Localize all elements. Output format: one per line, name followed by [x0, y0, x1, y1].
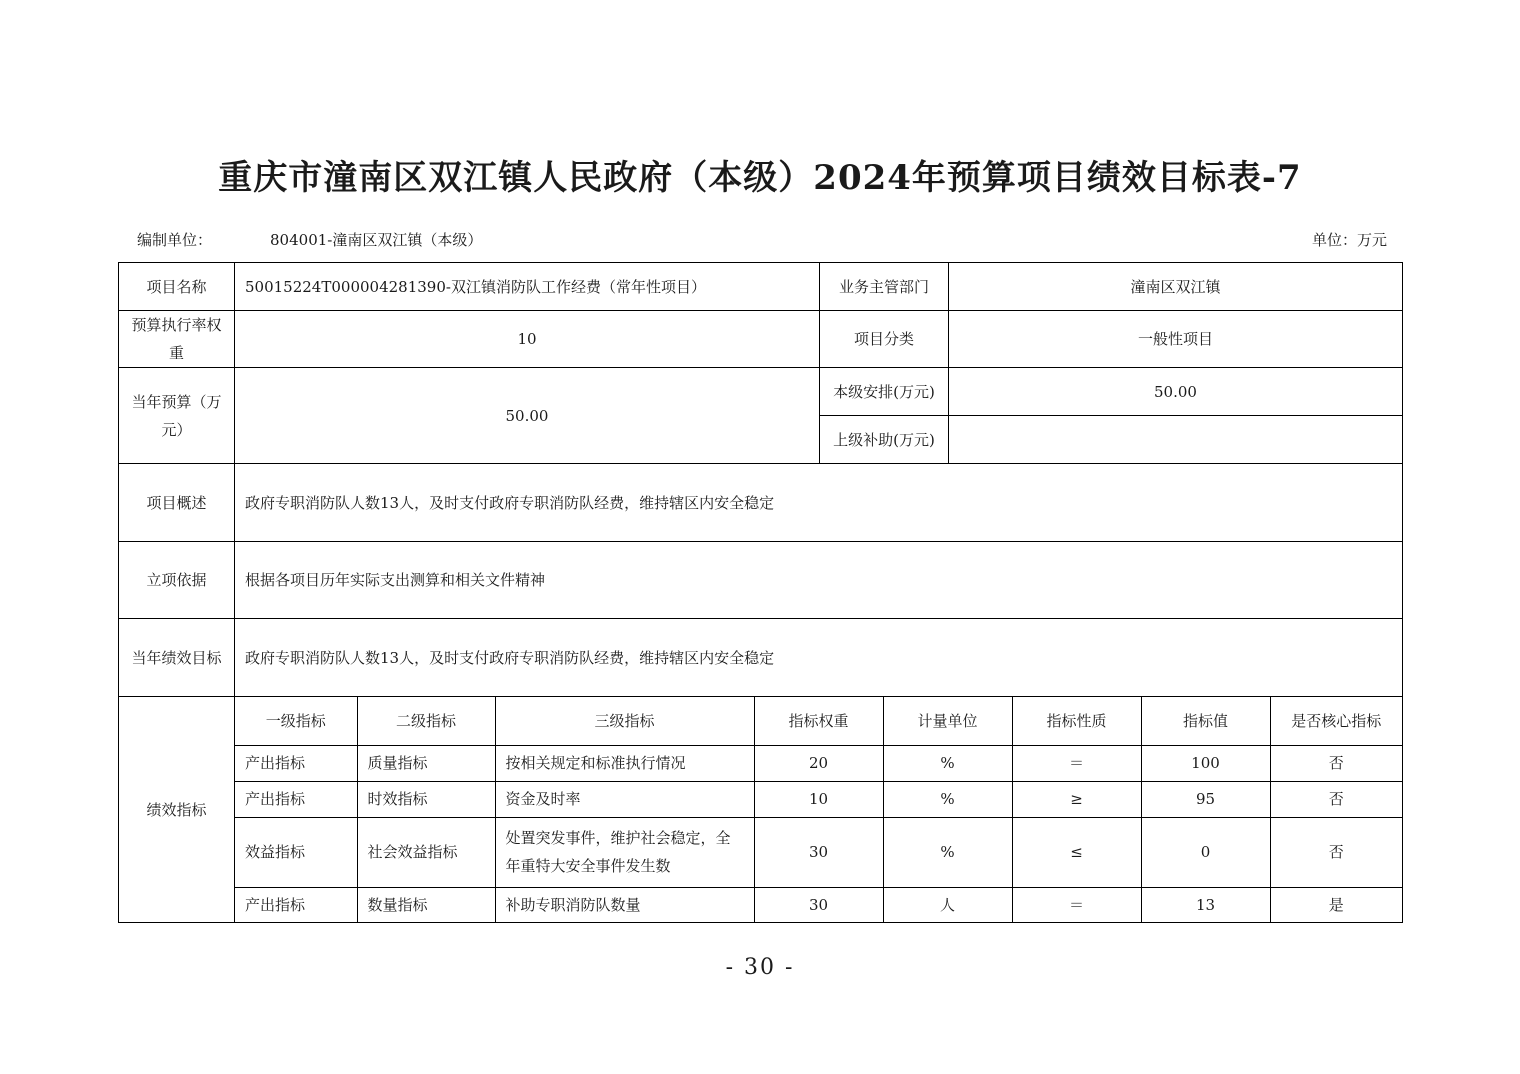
row-level2: 社会效益指标 [357, 817, 495, 887]
basis-value: 根据各项目历年实际支出测算和相关文件精神 [235, 542, 1403, 619]
row-value: 13 [1141, 887, 1270, 922]
row-level3: 补助专职消防队数量 [495, 887, 754, 922]
header-level3: 三级指标 [495, 697, 754, 745]
row-unit: % [883, 745, 1012, 781]
project-name-value: 50015224T000004281390-双江镇消防队工作经费（常年性项目） [235, 263, 820, 311]
page-number: - 30 - [725, 955, 795, 980]
row-nature: ≤ [1012, 817, 1141, 887]
superior-subsidy-value [949, 416, 1403, 464]
row-core: 否 [1270, 817, 1402, 887]
overview-label: 项目概述 [119, 464, 235, 542]
row-level2: 数量指标 [357, 887, 495, 922]
budget-label: 当年预算（万元） [119, 368, 235, 464]
row-value: 0 [1141, 817, 1270, 887]
header-value: 指标值 [1141, 697, 1270, 745]
page-title: 重庆市潼南区双江镇人民政府（本级）2024年预算项目绩效目标表-7 [218, 158, 1302, 198]
local-funding-label: 本级安排(万元) [820, 368, 949, 416]
row-weight: 20 [754, 745, 883, 781]
row-level1: 产出指标 [235, 781, 357, 817]
row-level1: 产出指标 [235, 745, 357, 781]
currency-unit: 单位：万元 [1312, 231, 1388, 249]
header-level2: 二级指标 [357, 697, 495, 745]
goal-value: 政府专职消防队人数13人，及时支付政府专职消防队经费，维持辖区内安全稳定 [235, 619, 1403, 697]
goal-label: 当年绩效目标 [119, 619, 235, 697]
compiling-unit [137, 229, 482, 250]
dept-value: 潼南区双江镇 [949, 263, 1403, 311]
budget-value: 50.00 [235, 368, 820, 464]
superior-subsidy-label: 上级补助(万元) [820, 416, 949, 464]
table-row [235, 817, 1402, 887]
row-level3: 按相关规定和标准执行情况 [495, 745, 754, 781]
row-level2: 质量指标 [357, 745, 495, 781]
local-funding-value: 50.00 [949, 368, 1403, 416]
category-value: 一般性项目 [949, 311, 1403, 368]
project-name-label: 项目名称 [119, 263, 235, 311]
row-nature: ＝ [1012, 887, 1141, 922]
row-weight: 30 [754, 887, 883, 922]
table-row [235, 745, 1402, 781]
row-value: 95 [1141, 781, 1270, 817]
category-label: 项目分类 [820, 311, 949, 368]
indicators-header-row [235, 697, 1402, 745]
row-core: 是 [1270, 887, 1402, 922]
table-row [235, 887, 1402, 922]
row-weight: 30 [754, 817, 883, 887]
row-value: 100 [1141, 745, 1270, 781]
header-nature: 指标性质 [1012, 697, 1141, 745]
basis-label: 立项依据 [119, 542, 235, 619]
compiling-unit-label: 编制单位： [137, 231, 213, 249]
row-unit: % [883, 817, 1012, 887]
compiling-unit-value: 804001-潼南区双江镇（本级） [270, 231, 483, 249]
row-nature: ≥ [1012, 781, 1141, 817]
indicators-label: 绩效指标 [119, 697, 235, 923]
indicators-cell [235, 697, 1403, 923]
row-nature: ＝ [1012, 745, 1141, 781]
row-core: 否 [1270, 745, 1402, 781]
exec-weight-value: 10 [235, 311, 820, 368]
row-level2: 时效指标 [357, 781, 495, 817]
row-weight: 10 [754, 781, 883, 817]
row-level3: 处置突发事件，维护社会稳定，全年重特大安全事件发生数 [495, 817, 754, 887]
row-unit: % [883, 781, 1012, 817]
row-core: 否 [1270, 781, 1402, 817]
row-unit: 人 [883, 887, 1012, 922]
header-core: 是否核心指标 [1270, 697, 1402, 745]
table-row [235, 781, 1402, 817]
header-weight: 指标权重 [754, 697, 883, 745]
header-unit: 计量单位 [883, 697, 1012, 745]
indicators-table [235, 697, 1402, 922]
row-level1: 产出指标 [235, 887, 357, 922]
exec-weight-label: 预算执行率权重 [119, 311, 235, 368]
row-level3: 资金及时率 [495, 781, 754, 817]
dept-label: 业务主管部门 [820, 263, 949, 311]
header-level1: 一级指标 [235, 697, 357, 745]
performance-target-table [118, 262, 1403, 923]
row-level1: 效益指标 [235, 817, 357, 887]
overview-value: 政府专职消防队人数13人，及时支付政府专职消防队经费，维持辖区内安全稳定 [235, 464, 1403, 542]
